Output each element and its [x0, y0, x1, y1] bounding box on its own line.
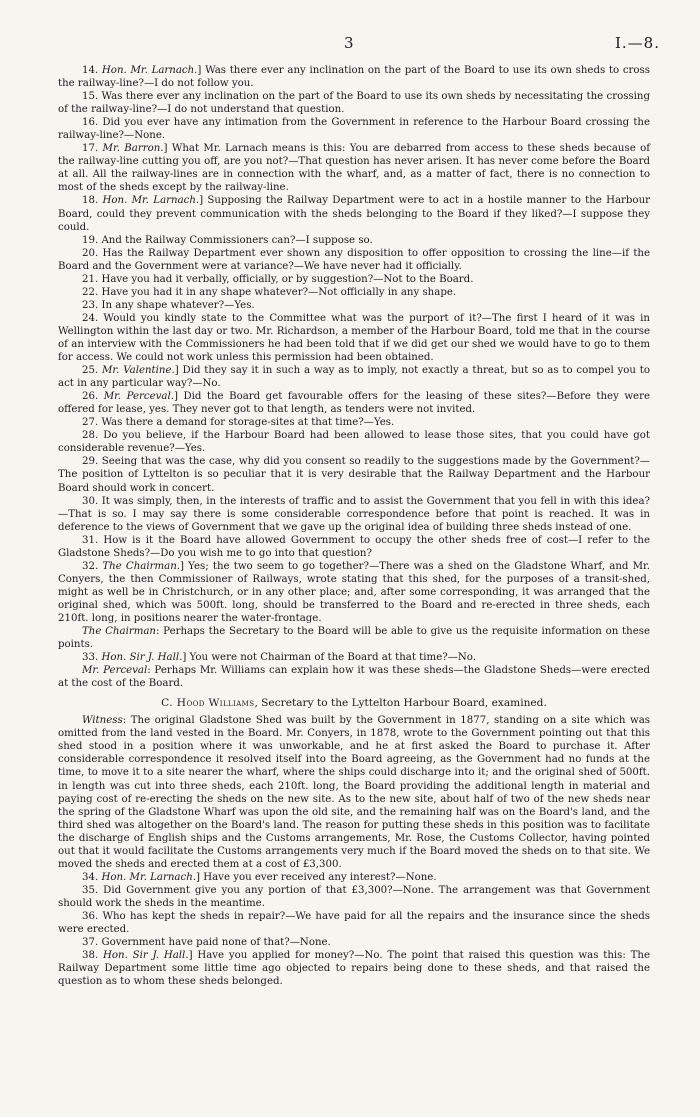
testimony-paragraph — [58, 534, 650, 560]
testimony-paragraph — [58, 429, 650, 455]
speaker-name: Hon. Sir J. Hall. — [101, 652, 183, 664]
speaker-name: The Chairman — [82, 626, 156, 638]
testimony-paragraph — [58, 495, 650, 534]
testimony-paragraph — [58, 625, 650, 651]
question-number: 17. — [82, 143, 103, 155]
paragraph-text: 22. Have you had it in any shape whatever?—Not officially in any shape. — [82, 286, 457, 298]
testimony-paragraph — [58, 455, 650, 494]
question-number: 14. — [82, 65, 102, 76]
speaker-name: Hon. Sir J. Hall. — [103, 950, 189, 962]
speaker-name: Mr. Barron. — [102, 143, 164, 155]
testimony-paragraph — [58, 949, 650, 988]
page-header — [0, 34, 700, 54]
witness-heading — [58, 697, 650, 710]
question-number: 25. — [82, 365, 102, 377]
testimony-paragraph — [58, 273, 650, 286]
speaker-name: Mr. Perceval — [82, 665, 148, 677]
testimony-paragraph — [58, 247, 650, 273]
testimony-paragraph — [58, 664, 650, 690]
paragraph-text: ] Yes; the two seem to go together?—There was a shed on the Gladstone Wharf, and Mr. Conyers, the then Commissioner of Railways, wrote stating that this shed, for the purposes of a transit-shed, might as well be in Christchurch, or in any other place; and, after some corresponding, it was arranged that the original shed, which was 500ft. long, should be transferred to the Board and re-erected in three sheds, each 210ft. long, in positions nearer the water-frontage. — [58, 560, 650, 624]
question-number: 34. — [82, 871, 102, 883]
testimony-paragraph — [58, 884, 650, 910]
paragraph-text: 35. Did Government give you any portion of that £3,300?—None. The arrangement was that Government should work the sheds in the meantime. — [58, 884, 650, 909]
page-number: 3 — [344, 34, 354, 52]
paragraph-text: 24. Would you kindly state to the Committee what was the purport of it?—The first I heard of it was in Wellington within the last day or two. Mr. Richardson, a member of the Harbour Board, told me that in the course of an interview with the Commissioners he had been told that if we did get our shed we would have to go to them for access. We could not work unless this permission had been obtained. — [58, 312, 650, 364]
paragraph-text: 30. It was simply, then, in the interests of traffic and to assist the Government that you fell in with this idea?—That is so. I may say there is some considerable correspondence before that point is reached. It was in deference to the views of Government that we gave up the original idea of building three sheds instead of one. — [58, 495, 650, 533]
testimony-paragraph — [58, 910, 650, 936]
testimony-paragraph — [58, 651, 650, 664]
testimony-paragraph — [58, 234, 650, 247]
paragraph-text: ] Did they say it in such a way as to imply, not exactly a threat, but so as to compel you to act in any particular way?—No. — [58, 365, 650, 390]
paragraph-text: 19. And the Railway Commissioners can?—I suppose so. — [82, 234, 373, 246]
question-number: 26. — [82, 391, 104, 403]
testimony-paragraph — [58, 364, 650, 390]
testimony-paragraph — [58, 312, 650, 364]
paragraph-text: ] You were not Chairman of the Board at that time?—No. — [182, 652, 476, 664]
testimony-paragraph — [58, 64, 650, 90]
witness-name: C. Hood Williams — [161, 697, 255, 710]
paragraph-text: 37. Government have paid none of that?—None. — [82, 937, 331, 949]
paragraph-text: 16. Did you ever have any intimation from the Government in reference to the Harbour Board crossing the railway-line?—None. — [58, 117, 650, 142]
page-body — [58, 64, 650, 988]
testimony-paragraph — [58, 714, 650, 871]
paragraph-text: 21. Have you had it verbally, officially, or by suggestion?—Not to the Board. — [82, 273, 474, 285]
testimony-paragraph — [58, 390, 650, 416]
testimony-paragraph — [58, 299, 650, 312]
paragraph-text: 29. Seeing that was the case, why did you consent so readily to the suggestions made by the Government?—The position of Lyttelton is so peculiar that it is very desirable that the Railway Department and the Harbour Board should work in concert. — [58, 456, 650, 494]
paragraph-text: 20. Has the Railway Department ever shown any disposition to offer opposition to crossing the line—if the Board and the Government were at variance?—We have never had it officially. — [58, 247, 650, 272]
speaker-name: Witness — [82, 715, 123, 727]
testimony-paragraph — [58, 560, 650, 625]
testimony-paragraph — [58, 142, 650, 194]
question-number: 32. — [82, 560, 103, 572]
testimony-paragraph — [58, 194, 650, 233]
testimony-paragraph — [58, 116, 650, 142]
question-number: 33. — [82, 652, 102, 664]
paragraph-text: 15. Was there ever any inclination on the part of the Board to use its own sheds by necessitating the crossing of the railway-line?—I do not understand that question. — [58, 91, 650, 116]
testimony-paragraph — [58, 416, 650, 429]
testimony-paragraph — [58, 286, 650, 299]
paragraph-text: 31. How is it the Board have allowed Government to occupy the other sheds free of cost—I refer to the Gladstone Sheds?—Do you wish me to go into that question? — [58, 534, 650, 559]
paragraph-text: ] Did the Board get favourable offers for the leasing of these sites?—Before they were offered for lease, yes. They never got to that length, as tenders were not invited. — [58, 391, 650, 416]
paragraph-text: : Perhaps Mr. Williams can explain how it was these sheds—the Gladstone Sheds—were erected at the cost of the Board. — [58, 665, 650, 690]
speaker-name: Hon. Mr. Larnach. — [101, 65, 198, 76]
paragraph-text: 36. Who has kept the sheds in repair?—We have paid for all the repairs and the insurance since the sheds were erected. — [58, 911, 650, 936]
speaker-name: Hon. Mr. Larnach. — [102, 195, 200, 207]
paragraph-text: ] Was there ever any inclination on the part of the Board to use its own sheds to cross the railway-line?—I do not follow you. — [58, 65, 650, 90]
paragraph-text: 23. In any shape whatever?—Yes. — [82, 299, 255, 311]
paragraph-text: : The original Gladstone Shed was built by the Government in 1877, standing on a site which was omitted from the land vested in the Board. Mr. Conyers, in 1878, wrote to the Government pointing out that this shed stood in a position where it was unworkable, and he at first asked the Board to purchase it. After considerable correspondence it resolved itself into the Board agreeing, as the Government had no funds at the time, to move it to a site nearer the wharf, where the ships could discharge into it; and the original shed of 500ft. in length was cut into three sheds, each 210ft. long, the Board providing the additional length in material and paying cost of re-erecting the sheds on the new site. As to the new site, about half of two of the new sheds near the spring of the Gladstone Wharf was upon the old site, and the remaining half was on the Board's land, and the third shed was altogether on the Board's land. The reason for putting these sheds in this position was to facilitate the discharge of English ships and the Customs arrangements, Mr. Rose, the Customs Collector, having pointed out that it would facilitate the Customs arrangements very much if the Board moved the sheds on to that site. We moved the sheds and erected them at a cost of £3,300. — [58, 715, 650, 870]
testimony-paragraph — [58, 871, 650, 884]
testimony-paragraph — [58, 936, 650, 949]
speaker-name: The Chairman. — [102, 560, 181, 572]
paragraph-text: ] What Mr. Larnach means is this: You are debarred from access to these sheds because of the railway-line cutting you off, are you not?—That question has never arisen. It has never come before the Board at all. All the railway-lines are in connection with the wharf, and, as a matter of fact, there is no connection to most of the sheds except by the railway-line. — [58, 143, 650, 194]
question-number: 18. — [82, 195, 103, 207]
paragraph-text: 27. Was there a demand for storage-sites at that time?—Yes. — [82, 417, 395, 429]
paragraph-text: ] Have you ever received any interest?—None. — [196, 871, 437, 883]
speaker-name: Mr. Valentine. — [102, 365, 175, 377]
paragraph-text: 28. Do you believe, if the Harbour Board had been allowed to lease those sites, that you could have got considerable revenue?—Yes. — [58, 430, 650, 455]
witness-title: , Secretary to the Lyttelton Harbour Board, examined. — [254, 697, 547, 710]
document-reference: I.—8. — [614, 34, 660, 52]
testimony-paragraph — [58, 90, 650, 116]
speaker-name: Hon. Mr. Larnach. — [101, 871, 197, 883]
paragraph-text: : Perhaps the Secretary to the Board will be able to give us the requisite information on these points. — [58, 626, 650, 651]
speaker-name: Mr. Perceval. — [103, 391, 174, 403]
question-number: 38. — [82, 950, 103, 962]
paragraph-text: ] Have you applied for money?—No. The point that raised this question was this: The Railway Department some little time ago objected to repairs being done to these sheds, and that raised the question as to whom these sheds belonged. — [58, 950, 650, 988]
paragraph-text: ] Supposing the Railway Department were to act in a hostile manner to the Harbour Board, could they prevent communication with the sheds belonging to the Board if they liked?—I suppose they could. — [58, 195, 650, 233]
